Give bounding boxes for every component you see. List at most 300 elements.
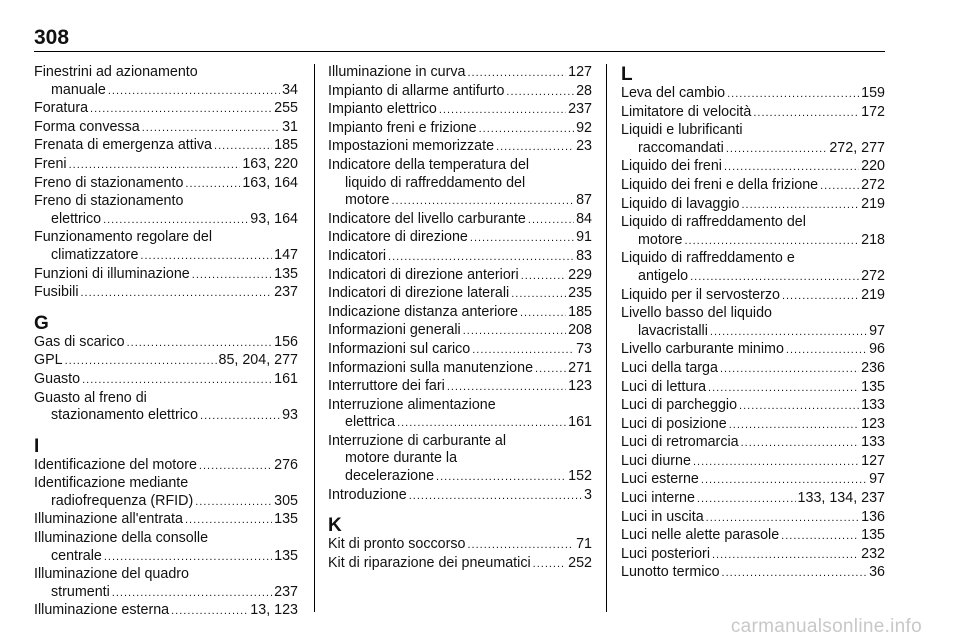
index-entry-term: Finestrini ad azionamento (34, 64, 198, 80)
index-entry-pages: 235 (568, 285, 592, 302)
dot-leader (397, 415, 566, 433)
dot-leader (726, 141, 828, 159)
index-entry-line (328, 397, 592, 415)
index-entry (621, 490, 885, 509)
index-entry-pages: 93, 164 (250, 210, 298, 227)
index-entry-line (34, 493, 298, 512)
index-entry-line (328, 229, 592, 248)
index-entry-pages: 135 (861, 527, 885, 544)
index-entry-line (34, 193, 298, 211)
index-entry-line (621, 471, 885, 490)
index-entry-term: antigelo (638, 267, 689, 284)
dot-leader (741, 435, 860, 453)
index-entry (621, 287, 885, 306)
dot-leader (103, 212, 248, 230)
index-entry-term: Lunotto termico (621, 564, 720, 581)
index-entry-term: liquido di raffreddamento del (345, 174, 526, 191)
index-entry-line (328, 157, 592, 175)
index-entry-line (621, 360, 885, 379)
index-entry-line (621, 177, 885, 196)
index-entry-term: Indicatori di direzione anteriori (328, 266, 519, 283)
dot-leader (463, 323, 566, 341)
dot-leader (108, 83, 280, 101)
index-entry (328, 304, 592, 323)
index-entry-line (621, 122, 885, 140)
index-entry-line (34, 64, 298, 82)
index-entry-line (34, 602, 298, 621)
column-divider-2 (606, 64, 607, 612)
index-entry-line (328, 120, 592, 139)
index-entry-line (34, 156, 298, 175)
index-entry-line (621, 564, 885, 583)
index-entry-line (328, 211, 592, 230)
index-entry-pages: 123 (568, 378, 592, 395)
index-entry-term: Livello carburante minimo (621, 341, 784, 358)
index-entry (328, 360, 592, 379)
index-entry-pages: 23 (576, 138, 592, 155)
index-entry-pages: 133 (861, 434, 885, 451)
index-entry-pages: 96 (869, 341, 885, 358)
index-entry-pages: 272 (861, 176, 885, 193)
index-entry-line (621, 140, 885, 159)
index-entry-term: Freno di stazionamento (34, 193, 184, 210)
index-entry (34, 602, 298, 621)
section-letter: G (34, 312, 49, 334)
index-entry-pages: 147 (274, 246, 298, 263)
index-entry (34, 193, 298, 229)
dot-leader (388, 249, 574, 267)
index-entry-term: Luci di retromarcia (621, 434, 739, 451)
dot-leader (786, 342, 867, 360)
index-entry-pages: 28 (576, 82, 592, 99)
index-entry-line (34, 137, 298, 156)
index-entry-term: strumenti (51, 583, 110, 600)
index-entry (621, 379, 885, 398)
index-entry-line (34, 566, 298, 584)
index-entry-pages: 136 (861, 508, 885, 525)
section-letter: I (34, 435, 40, 457)
index-entry-line (34, 82, 298, 101)
index-entry (328, 101, 592, 120)
dot-leader (409, 488, 582, 506)
index-entry-line (621, 527, 885, 546)
index-entry-pages: 219 (861, 195, 885, 212)
index-entry-line (34, 119, 298, 138)
index-entry-term: Luci nelle alette parasole (621, 527, 780, 544)
index-entry-pages: 156 (274, 333, 298, 350)
index-entry-term: Interruzione di carburante al (328, 432, 507, 449)
index-entry (34, 175, 298, 194)
index-entry-line (621, 305, 885, 323)
dot-leader (447, 379, 566, 397)
index-entry-pages: 133, 134, 237 (797, 490, 885, 507)
index-entry-term: elettrico (51, 210, 102, 227)
index-entry (34, 119, 298, 138)
dot-leader (782, 288, 859, 306)
index-entry (34, 266, 298, 285)
index-entry (621, 104, 885, 123)
dot-leader (82, 372, 272, 390)
dot-leader (127, 335, 273, 353)
dot-leader (200, 408, 280, 426)
index-entry (621, 434, 885, 453)
index-entry-term: Luci di posizione (621, 415, 727, 432)
index-entry-pages: 73 (576, 340, 592, 357)
index-entry-line (328, 322, 592, 341)
index-entry-line (621, 232, 885, 251)
index-entry-term: manuale (51, 81, 106, 98)
index-entry-line (621, 214, 885, 232)
index-entry-line (328, 64, 592, 83)
index-entry-pages: 272 (861, 267, 885, 284)
index-entry-term: Illuminazione esterna (34, 602, 170, 619)
dot-leader (214, 138, 272, 156)
dot-leader (781, 528, 859, 546)
index-column-2 (328, 64, 592, 573)
index-entry-term: radiofrequenza (RFID) (51, 492, 194, 509)
dot-leader (90, 101, 272, 119)
index-entry-line (328, 192, 592, 211)
index-entry-pages: 34 (282, 81, 298, 98)
section-letter: K (328, 515, 342, 537)
index-entry-term: Impostazioni memorizzate (328, 138, 495, 155)
dot-leader (439, 102, 566, 120)
index-entry-term: Liquido di lavaggio (621, 195, 740, 212)
index-entry-line (621, 323, 885, 342)
index-entry-line (328, 267, 592, 286)
index-entry-line (328, 175, 592, 193)
index-entry-pages: 161 (274, 370, 298, 387)
index-entry-term: Guasto (34, 370, 81, 387)
index-entry-pages: 31 (282, 118, 298, 135)
index-entry-term: Limitatore di velocità (621, 103, 752, 120)
index-entry-pages: 135 (274, 511, 298, 528)
dot-leader (472, 342, 574, 360)
index-entry-line (34, 390, 298, 408)
index-entry (621, 416, 885, 435)
index-entry (328, 341, 592, 360)
index-entry (621, 360, 885, 379)
index-entry-pages: 161 (568, 414, 592, 431)
index-entry-term: Identificazione del motore (34, 456, 197, 473)
index-entry-line (34, 530, 298, 548)
index-entry (621, 527, 885, 546)
index-entry (34, 457, 298, 476)
index-entry (34, 100, 298, 119)
index-entry-line (328, 248, 592, 267)
index-entry-pages: 135 (274, 547, 298, 564)
index-entry-term: Luci della targa (621, 359, 718, 376)
header-rule (34, 51, 885, 52)
dot-leader (195, 494, 272, 512)
index-entry-pages: 163, 220 (242, 155, 298, 172)
dot-leader (104, 549, 272, 567)
index-entry-term: Gas di scarico (34, 333, 125, 350)
dot-leader (142, 120, 280, 138)
index-entry (34, 530, 298, 566)
index-entry-term: Illuminazione in curva (328, 64, 466, 80)
index-entry-pages: 172 (861, 103, 885, 120)
index-entry-term: Guasto al freno di (34, 389, 147, 406)
index-entry-line (621, 250, 885, 268)
index-entry-pages: 36 (869, 564, 885, 581)
index-entry-pages: 135 (274, 265, 298, 282)
index-entry-pages: 252 (568, 554, 592, 571)
index-entry (621, 546, 885, 565)
index-entry-term: Luci in uscita (621, 508, 704, 525)
index-entry-line (34, 229, 298, 247)
index-entry-pages: 276 (274, 456, 298, 473)
index-entry-pages: 87 (576, 192, 592, 209)
index-entry-term: stazionamento elettrico (51, 407, 199, 424)
index-entry-term: raccomandati (638, 139, 724, 156)
index-entry (328, 138, 592, 157)
index-entry (621, 85, 885, 104)
index-entry-term: Indicatori (328, 247, 387, 264)
index-entry-term: Funzioni di illuminazione (34, 265, 190, 282)
index-entry-term: Impianto freni e frizione (328, 119, 477, 136)
index-entry (621, 564, 885, 583)
index-entry-line (34, 457, 298, 476)
dot-leader (690, 269, 859, 287)
index-entry-pages: 127 (568, 64, 592, 80)
index-entry-term: Freno di stazionamento (34, 174, 184, 191)
index-entry-term: Liquido di raffreddamento e (621, 250, 795, 267)
index-entry-pages: 71 (576, 536, 592, 553)
index-entry-pages: 208 (568, 322, 592, 339)
dot-leader (140, 248, 272, 266)
index-entry (328, 487, 592, 506)
dot-leader (467, 65, 566, 83)
index-entry-line (621, 158, 885, 177)
index-entry-term: Interruzione alimentazione (328, 396, 496, 413)
index-entry-term: decelerazione (345, 468, 435, 485)
dot-leader (192, 267, 272, 285)
dot-leader (727, 86, 859, 104)
index-entry (34, 371, 298, 390)
index-entry-line (34, 211, 298, 230)
index-entry (328, 64, 592, 83)
index-entry-line (328, 378, 592, 397)
dot-leader (470, 230, 574, 248)
index-entry (328, 555, 592, 574)
index-entry (328, 120, 592, 139)
dot-leader (392, 193, 575, 211)
index-entry (328, 229, 592, 248)
dot-leader (65, 353, 217, 371)
index-entry-line (328, 555, 592, 574)
index-entry-line (34, 266, 298, 285)
index-entry-term: Luci interne (621, 490, 695, 507)
index-entry-line (328, 304, 592, 323)
index-entry (34, 284, 298, 303)
index-entry-line (34, 548, 298, 567)
index-entry-pages: 218 (861, 231, 885, 248)
dot-leader (712, 547, 859, 565)
index-entry (328, 378, 592, 397)
index-entry-pages: 159 (861, 85, 885, 101)
index-entry (621, 214, 885, 250)
index-entry-term: Forma convessa (34, 118, 140, 135)
index-entry (328, 157, 592, 211)
index-entry-term: Luci di parcheggio (621, 397, 738, 414)
dot-leader (171, 603, 248, 621)
index-entry (328, 322, 592, 341)
index-entry-term: Identificazione mediante (34, 475, 189, 492)
index-entry-term: Frenata di emergenza attiva (34, 137, 213, 154)
dot-leader (720, 361, 859, 379)
dot-leader (511, 286, 566, 304)
index-entry-line (328, 101, 592, 120)
index-entry-term: Impianto di allarme antifurto (328, 82, 505, 99)
index-entry (34, 64, 298, 100)
index-entry-term: motore durante la (345, 450, 458, 467)
index-entry-line (621, 490, 885, 509)
index-entry-term: Informazioni generali (328, 322, 461, 339)
index-entry-line (621, 104, 885, 123)
index-entry-term: Indicatori di direzione laterali (328, 285, 510, 302)
page-number: 308 (34, 26, 70, 49)
dot-leader (708, 380, 859, 398)
index-entry-pages: 220 (861, 158, 885, 175)
index-entry-line (621, 268, 885, 287)
dot-leader (693, 454, 859, 472)
dot-leader (739, 398, 859, 416)
index-entry (34, 229, 298, 265)
index-entry-line (34, 284, 298, 303)
dot-leader (753, 105, 859, 123)
index-entry-pages: 123 (861, 415, 885, 432)
index-entry-pages: 3 (584, 486, 592, 503)
index-entry-line (621, 434, 885, 453)
index-entry-term: Liquido dei freni e della frizione (621, 176, 819, 193)
index-entry (34, 156, 298, 175)
index-entry-pages: 85, 204, 277 (218, 352, 298, 369)
index-entry-term: Foratura (34, 100, 89, 117)
index-entry (621, 453, 885, 472)
dot-leader (520, 305, 566, 323)
index-entry-line (621, 341, 885, 360)
index-entry-pages: 305 (274, 492, 298, 509)
index-entry-pages: 93 (282, 407, 298, 424)
index-entry (34, 511, 298, 530)
index-entry-line (34, 371, 298, 390)
index-entry-pages: 84 (576, 210, 592, 227)
index-entry-term: Interruttore dei fari (328, 378, 445, 395)
index-entry (328, 83, 592, 102)
index-entry-term: elettrica (345, 414, 396, 431)
index-entry-line (621, 85, 885, 104)
index-entry-pages: 83 (576, 247, 592, 264)
index-entry-line (328, 487, 592, 506)
dot-leader (706, 510, 859, 528)
index-entry (328, 267, 592, 286)
dot-leader (69, 157, 241, 175)
index-entry-pages: 185 (274, 137, 298, 154)
index-entry-term: Introduzione (328, 486, 407, 503)
index-entry-term: climatizzatore (51, 246, 139, 263)
index-entry (621, 305, 885, 341)
dot-leader (685, 233, 860, 251)
index-entry-term: Luci di lettura (621, 378, 707, 395)
dot-leader (741, 197, 859, 215)
index-entry-term: GPL (34, 352, 63, 369)
index-entry-term: Freni (34, 155, 67, 172)
dot-leader (710, 324, 867, 342)
index-entry (621, 196, 885, 215)
index-entry-term: Fusibili (34, 284, 79, 301)
index-entry-pages: 97 (869, 471, 885, 488)
index-entry (34, 334, 298, 353)
index-entry-pages: 185 (568, 303, 592, 320)
index-entry (621, 397, 885, 416)
index-entry-pages: 232 (861, 545, 885, 562)
index-entry-line (34, 175, 298, 194)
section-letter: L (621, 64, 633, 85)
index-entry-pages: 237 (274, 583, 298, 600)
index-entry-line (328, 138, 592, 157)
index-entry-term: centrale (51, 547, 102, 564)
dot-leader (697, 491, 796, 509)
index-entry-term: Funzionamento regolare del (34, 229, 213, 246)
index-entry (621, 341, 885, 360)
index-entry (34, 390, 298, 426)
index-entry-line (328, 83, 592, 102)
index-entry-pages: 91 (576, 229, 592, 246)
index-entry-pages: 97 (869, 322, 885, 339)
index-entry-line (621, 453, 885, 472)
index-entry-line (328, 450, 592, 468)
index-entry-line (328, 433, 592, 451)
dot-leader (724, 159, 859, 177)
index-entry-term: Luci diurne (621, 452, 691, 469)
index-entry-term: Informazioni sulla manutenzione (328, 359, 534, 376)
index-entry-line (621, 509, 885, 528)
index-entry-line (621, 196, 885, 215)
index-entry-line (328, 285, 592, 304)
index-entry-term: Liquidi e lubrificanti (621, 122, 743, 139)
dot-leader (701, 472, 867, 490)
index-entry-term: Luci posteriori (621, 545, 710, 562)
index-column-1 (34, 64, 298, 621)
index-entry-pages: 219 (861, 286, 885, 303)
index-entry-term: Kit di pronto soccorso (328, 536, 466, 553)
index-entry (621, 250, 885, 286)
index-entry (34, 352, 298, 371)
index-entry (328, 248, 592, 267)
index-entry (328, 433, 592, 487)
index-entry-pages: 237 (568, 101, 592, 118)
index-entry (328, 536, 592, 555)
index-entry-pages: 163, 164 (242, 174, 298, 191)
index-entry-line (34, 584, 298, 603)
index-entry-term: Illuminazione della consolle (34, 530, 209, 547)
index-entry-line (34, 475, 298, 493)
index-entry-pages: 272, 277 (829, 139, 885, 156)
index-entry (621, 122, 885, 158)
index-entry-term: Livello basso del liquido (621, 305, 773, 322)
index-entry-term: Informazioni sul carico (328, 340, 471, 357)
watermark: carmanualsonline.info (730, 616, 922, 637)
dot-leader (185, 176, 240, 194)
dot-leader (535, 361, 566, 379)
index-entry-term: Liquido per il servosterzo (621, 286, 780, 303)
index-entry-line (34, 334, 298, 353)
dot-leader (479, 121, 574, 139)
dot-leader (722, 565, 868, 583)
index-entry-term: Illuminazione all'entrata (34, 511, 183, 528)
index-entry-pages: 92 (576, 119, 592, 136)
